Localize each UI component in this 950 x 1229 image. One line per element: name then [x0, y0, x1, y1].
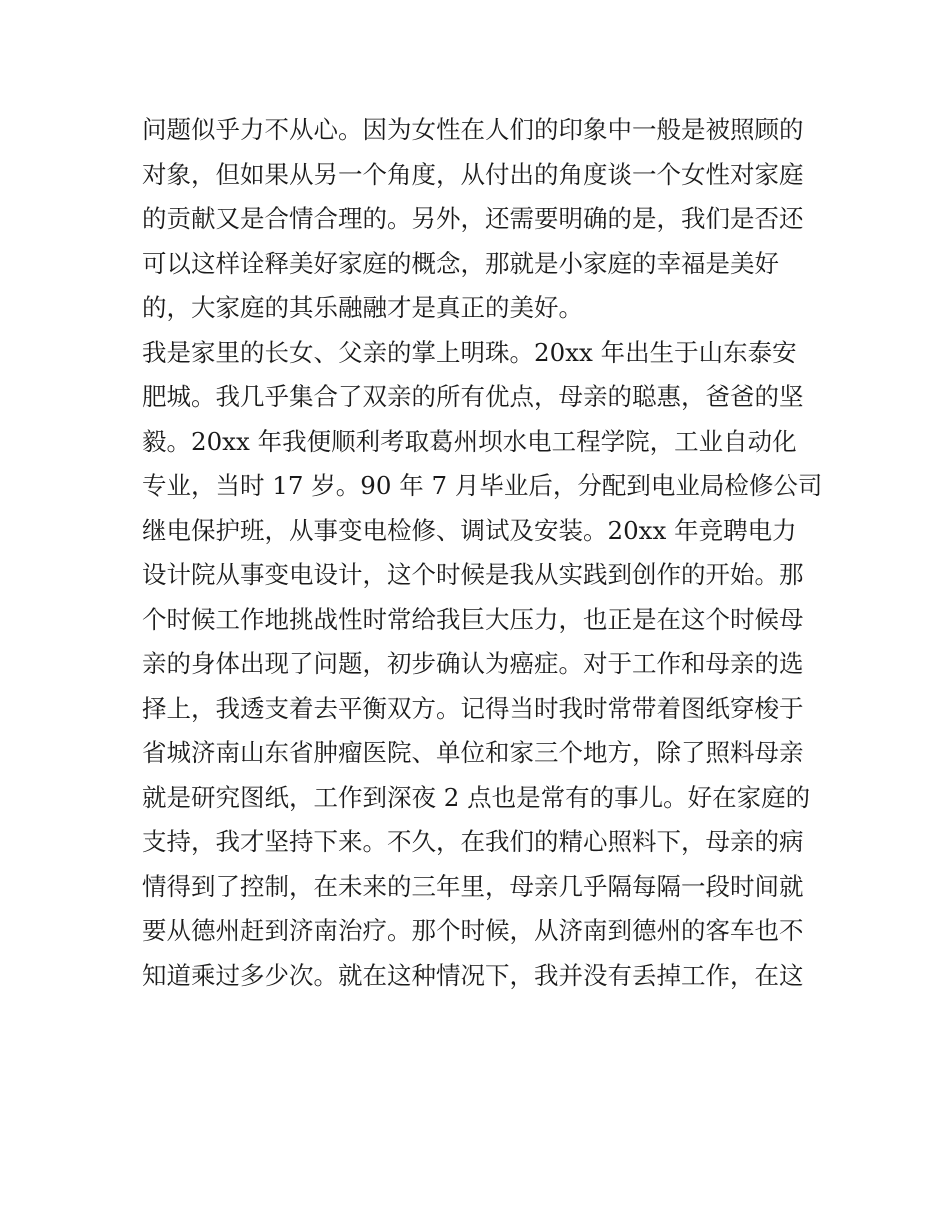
text-line: 支持，我才坚持下来。不久，在我们的精心照料下，母亲的病: [142, 827, 804, 856]
text-line: 的，大家庭的其乐融融才是真正的美好。: [142, 293, 583, 322]
body-text: [142, 108, 822, 998]
text-line: 问题似乎力不从心。因为女性在人们的印象中一般是被照顾的: [142, 115, 804, 144]
text-line: 省城济南山东省肿瘤医院、单位和家三个地方，除了照料母亲: [142, 738, 804, 767]
text-line: 继电保护班，从事变电检修、调试及安装。20xx 年竞聘电力: [142, 515, 797, 545]
text-line: 要从德州赶到济南治疗。那个时候，从济南到德州的客车也不: [142, 916, 804, 945]
text-line: 设计院从事变电设计，这个时候是我从实践到创作的开始。那: [142, 560, 804, 589]
text-line: 专业，当时 17 岁。90 年 7 月毕业后，分配到电业局检修公司: [142, 471, 823, 500]
text-line: 毅。20xx 年我便顺利考取葛州坝水电工程学院，工业自动化: [142, 426, 797, 456]
text-line: 亲的身体出现了问题，初步确认为癌症。对于工作和母亲的选: [142, 649, 804, 678]
text-line: 的贡献又是合情合理的。另外，还需要明确的是，我们是否还: [142, 204, 804, 233]
text-line: 肥城。我几乎集合了双亲的所有优点，母亲的聪惠，爸爸的坚: [142, 382, 804, 411]
text-line: 情得到了控制，在未来的三年里，母亲几乎隔每隔一段时间就: [142, 871, 804, 901]
text-line: 可以这样诠释美好家庭的概念，那就是小家庭的幸福是美好: [142, 248, 779, 278]
text-line: 我是家里的长女、父亲的掌上明珠。20xx 年出生于山东泰安: [142, 337, 797, 367]
text-line: 知道乘过多少次。就在这种情况下，我并没有丢掉工作，在这: [142, 960, 804, 990]
text-line: 就是研究图纸，工作到深夜 2 点也是常有的事儿。好在家庭的: [142, 782, 811, 812]
text-line: 个时候工作地挑战性时常给我巨大压力，也正是在这个时候母: [142, 604, 804, 634]
text-line: 对象，但如果从另一个角度，从付出的角度谈一个女性对家庭: [142, 159, 804, 189]
text-line: 择上，我透支着去平衡双方。记得当时我时常带着图纸穿梭于: [142, 693, 804, 723]
